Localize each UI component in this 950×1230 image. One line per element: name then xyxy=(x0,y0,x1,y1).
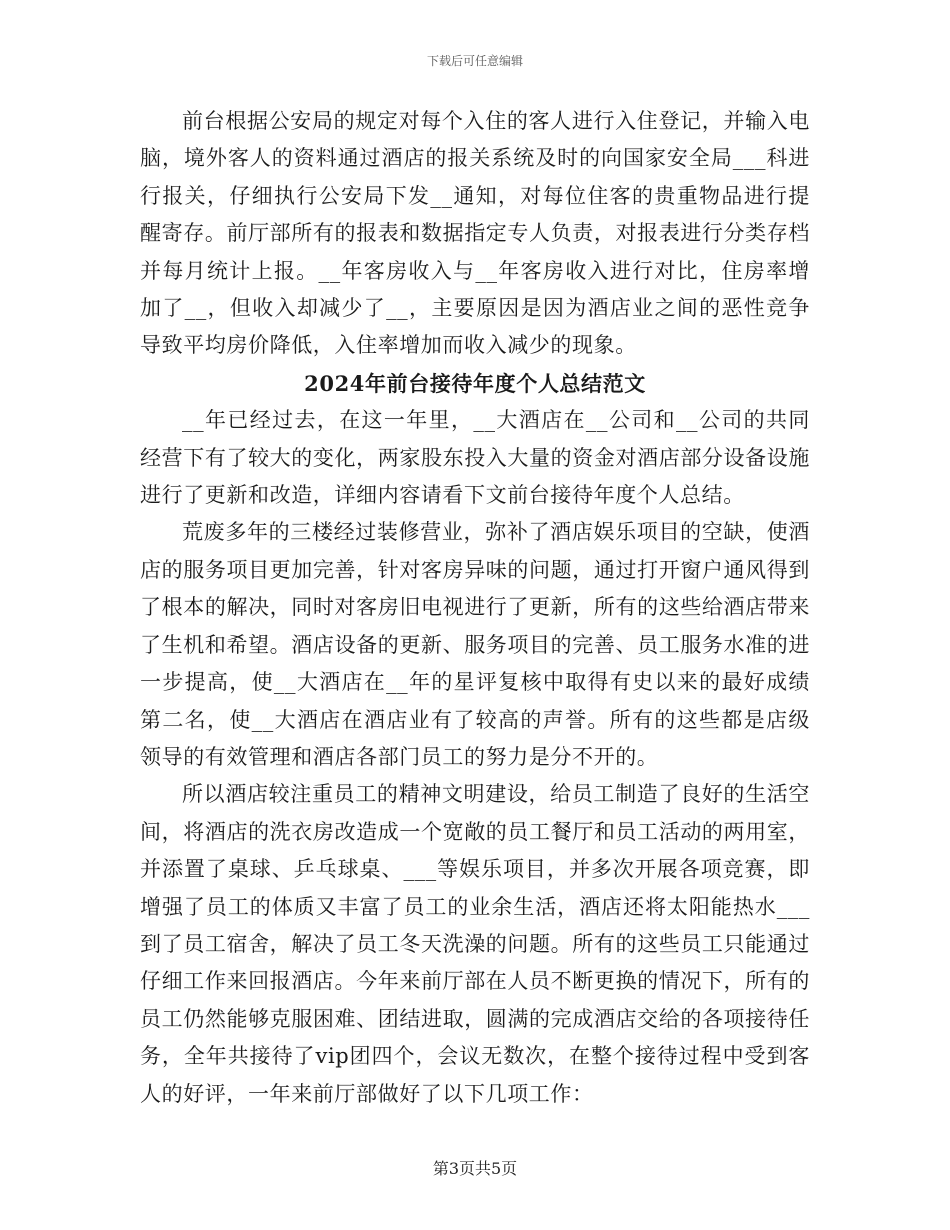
document-body xyxy=(140,103,810,1113)
paragraph-staff-welfare: 所以酒店较注重员工的精神文明建设，给员工制造了良好的生活空间，将酒店的洗衣房改造成一个宽敞的员工餐厅和员工活动的两用室，并添置了桌球、乒乓球桌、___等娱乐项目，并多次开展各项竞赛，即增强了员工的体质又丰富了员工的业余生活，酒店还将太阳能热水___到了员工宿舍，解决了员工冬天洗澡的问题。所有的这些员工只能通过仔细工作来回报酒店。今年来前厅部在人员不断更换的情况下，所有的员工仍然能够克服困难、团结进取，圆满的完成酒店交给的各项接待任务，全年共接待了vip团四个，会议无数次，在整个接待过程中受到客人的好评，一年来前厅部做好了以下几项工作： xyxy=(140,782,810,1106)
page-header: 下载后可任意编辑 xyxy=(426,54,523,68)
paragraph-intro: __年已经过去，在这一年里，__大酒店在__公司和__公司的共同经营下有了较大的变化，两家股东投入大量的资金对酒店部分设备设施进行了更新和改造，详细内容请看下文前台接待年度个人总结。 xyxy=(140,408,810,508)
document-heading: 2024年前台接待年度个人总结范文 xyxy=(304,370,646,396)
paragraph-renovation: 荒废多年的三楼经过装修营业，弥补了酒店娱乐项目的空缺，使酒店的服务项目更加完善，针对客房异味的问题，通过打开窗户通风得到了根本的解决，同时对客房旧电视进行了更新，所有的这些给酒店带来了生机和希望。酒店设备的更新、服务项目的完善、员工服务水准的进一步提高，使__大酒店在__年的星评复核中取得有史以来的最好成绩第二名，使__大酒店在酒店业有了较高的声誉。所有的这些都是店级领导的有效管理和酒店各部门员工的努力是分不开的。 xyxy=(140,520,810,769)
paragraph-registration: 前台根据公安局的规定对每个入住的客人进行入住登记，并输入电脑，境外客人的资料通过酒店的报关系统及时的向国家安全局___科进行报关，仔细执行公安局下发__通知，对每位住客的贵重物品进行提醒寄存。前厅部所有的报表和数据指定专人负责，对报表进行分类存档并每月统计上报。__年客房收入与__年客房收入进行对比，住房率增加了__，但收入却减少了__，主要原因是因为酒店业之间的恶性竞争导致平均房价降低，入住率增加而收入减少的现象。 xyxy=(140,109,810,358)
page-number: 第3页共5页 xyxy=(432,1159,518,1178)
